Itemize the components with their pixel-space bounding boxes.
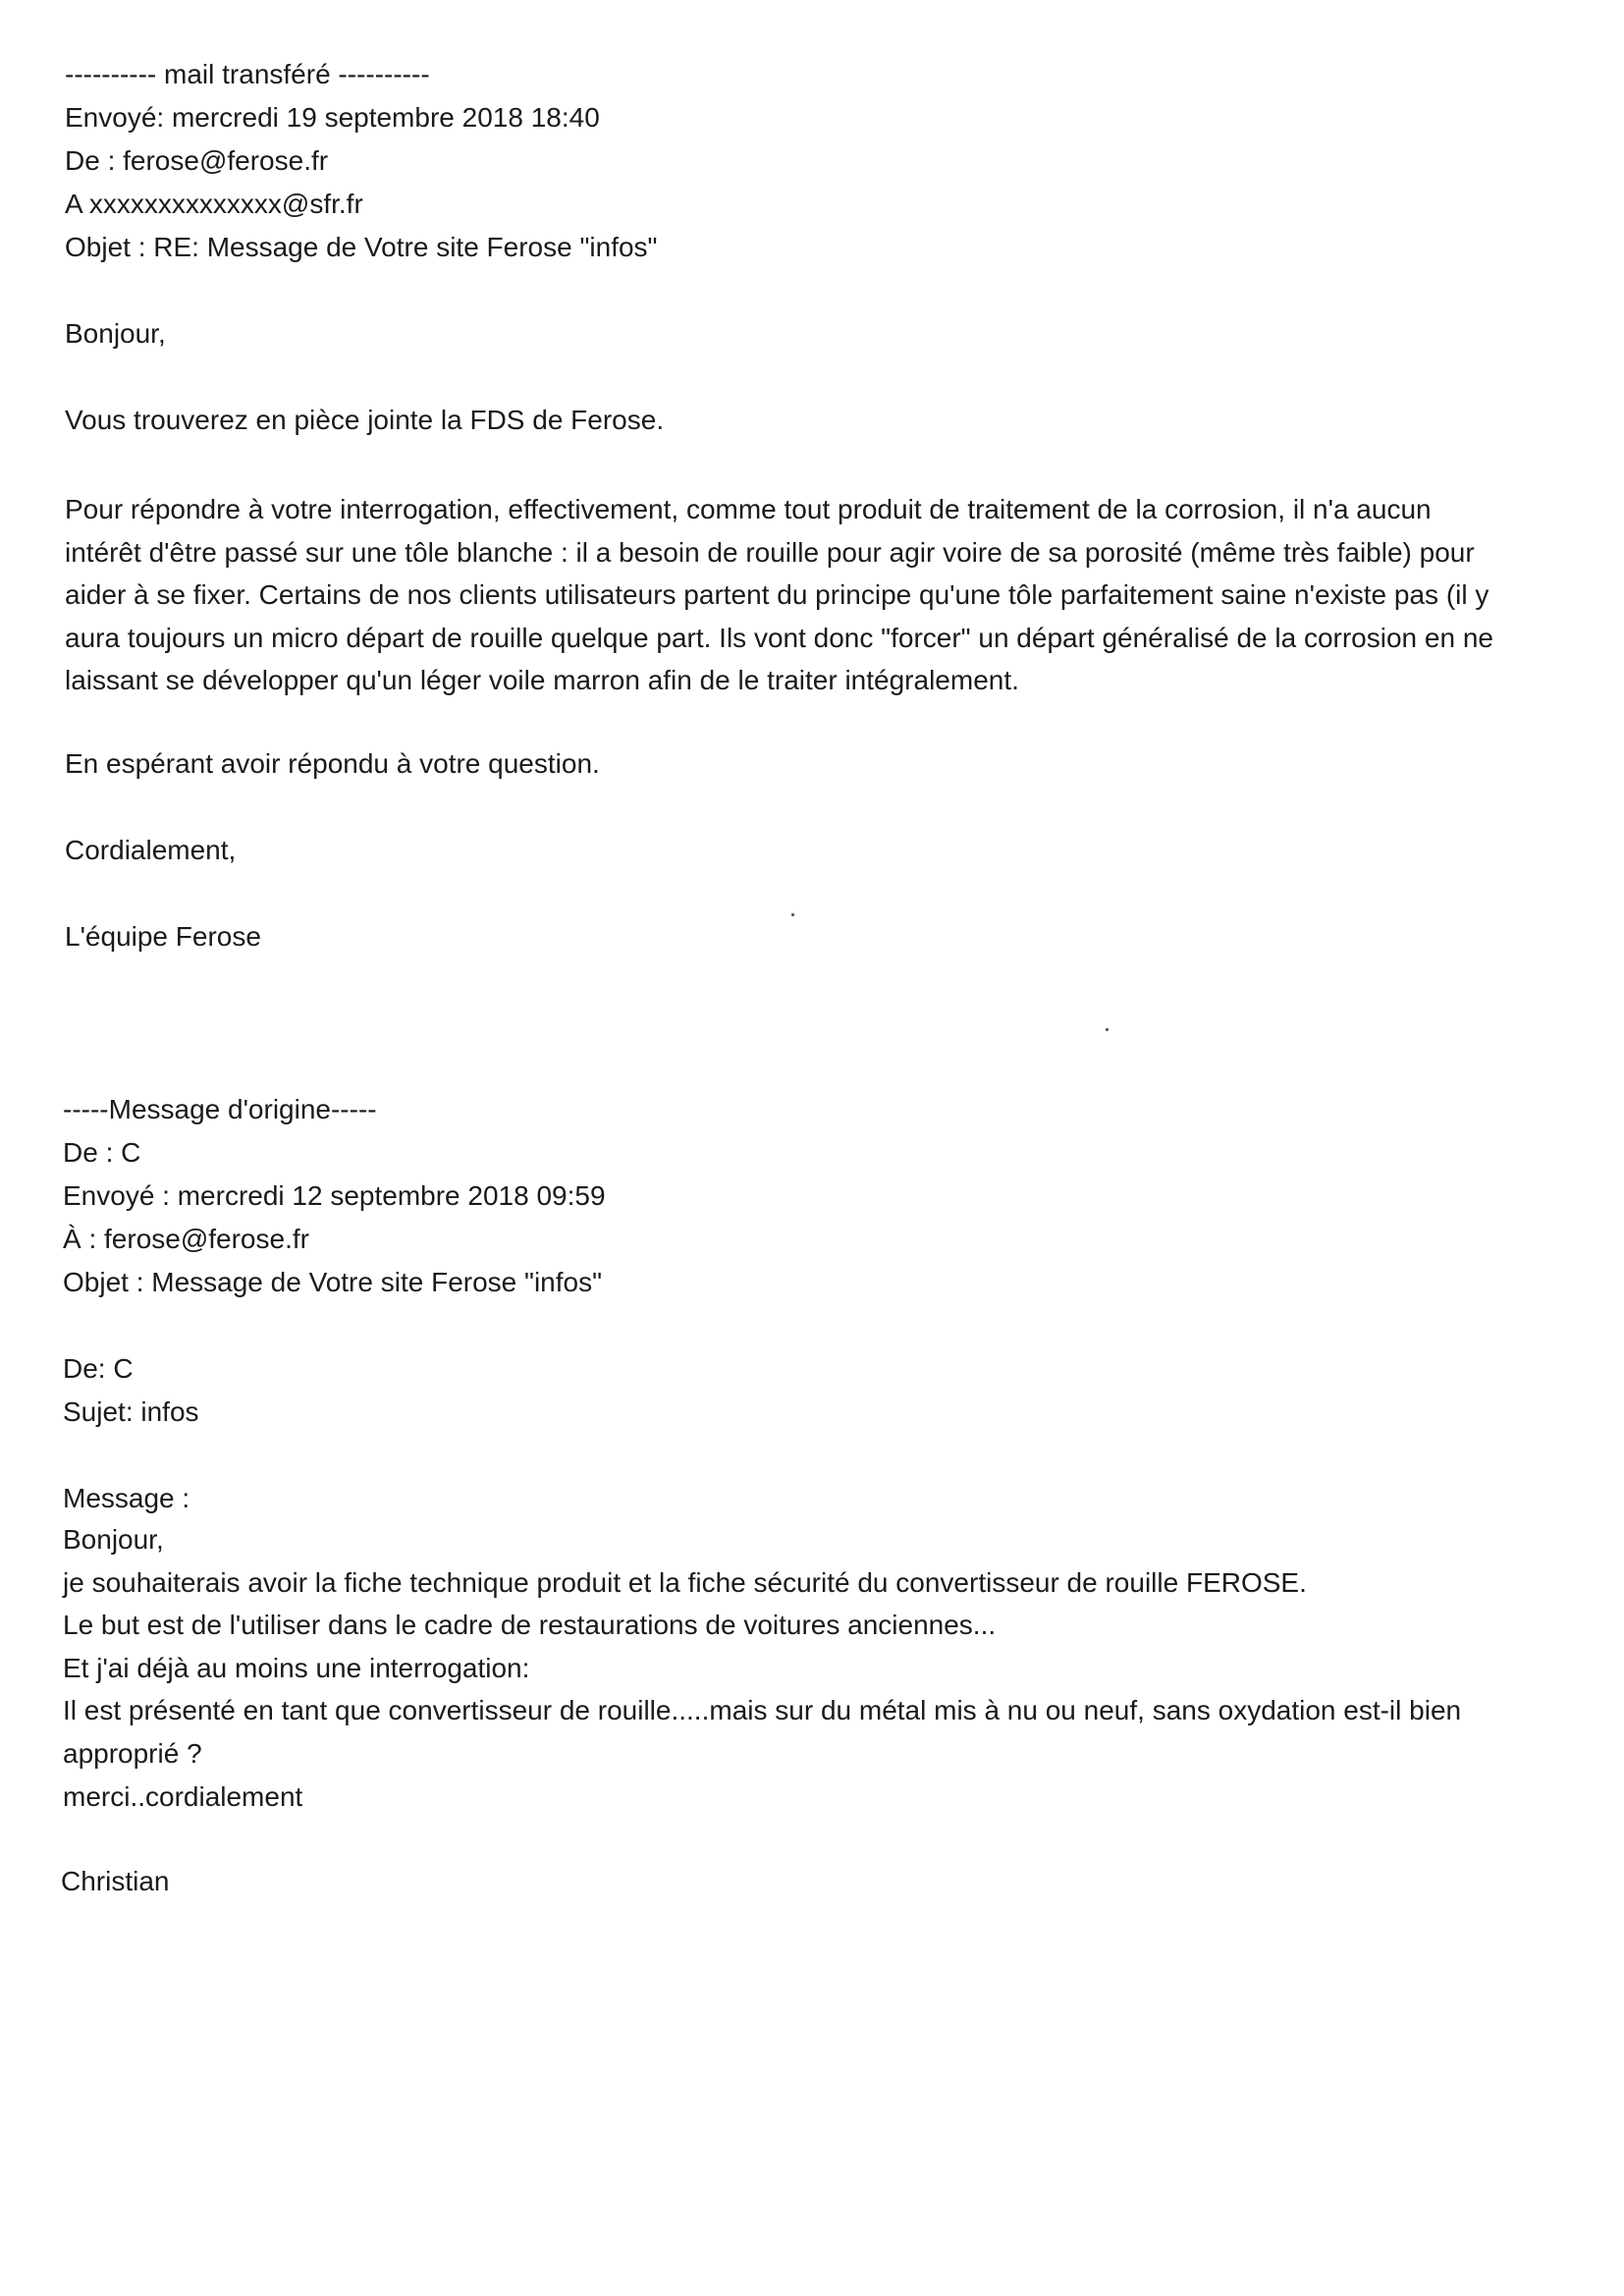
forward-sent-date: Envoyé: mercredi 19 septembre 2018 18:40	[65, 102, 600, 133]
scan-speck	[1106, 1028, 1109, 1031]
original-subject: Objet : Message de Votre site Ferose "infos"	[63, 1267, 603, 1297]
original-message-line: Bonjour,	[63, 1524, 164, 1555]
reply-answer-line: aider à se fixer. Certains de nos clients utilisateurs partent du principe qu'une tôle parfaitement saine n'existe pas (il y	[65, 579, 1489, 611]
original-separator: -----Message d'origine-----	[63, 1094, 377, 1124]
original-sent-date: Envoyé : mercredi 12 septembre 2018 09:59	[63, 1180, 606, 1211]
original-message-line: approprié ?	[63, 1737, 202, 1769]
reply-attachment-line: Vous trouverez en pièce jointe la FDS de Ferose.	[65, 405, 665, 435]
reply-signature: L'équipe Ferose	[65, 921, 261, 952]
original-message-body	[63, 1518, 1555, 1818]
reply-closing: Cordialement,	[65, 835, 237, 865]
reply-greeting: Bonjour,	[65, 318, 166, 349]
original-message-line: Et j'ai déjà au moins une interrogation:	[63, 1652, 530, 1683]
forward-from: De : ferose@ferose.fr	[65, 145, 329, 176]
original-message-line: Le but est de l'utiliser dans le cadre de restaurations de voitures anciennes...	[63, 1610, 997, 1641]
forward-subject: Objet : RE: Message de Votre site Ferose "infos"	[65, 232, 658, 262]
reply-answer-line: intérêt d'être passé sur une tôle blanche : il a besoin de rouille pour agir voire de sa porosité (même très faible) pour	[65, 536, 1475, 568]
original-to: À : ferose@ferose.fr	[63, 1224, 309, 1254]
form-from: De: C	[63, 1353, 134, 1384]
original-signature: Christian	[61, 1866, 170, 1896]
reply-answer-line: laissant se développer qu'un léger voile marron afin de le traiter intégralement.	[65, 665, 1019, 696]
scan-speck	[791, 913, 794, 916]
reply-answer-line: Pour répondre à votre interrogation, effectivement, comme tout produit de traitement de la corrosion, il n'a aucun	[65, 494, 1432, 524]
forward-separator: ---------- mail transféré ----------	[65, 59, 430, 89]
reply-hope-line: En espérant avoir répondu à votre question.	[65, 748, 600, 779]
original-message-label: Message :	[63, 1483, 190, 1513]
original-message-line: merci..cordialement	[63, 1780, 303, 1812]
reply-answer-paragraph	[65, 488, 1557, 702]
form-subject: Sujet: infos	[63, 1396, 199, 1427]
forward-to: A xxxxxxxxxxxxxx@sfr.fr	[65, 189, 363, 219]
original-message-line: Il est présenté en tant que convertisseur de rouille.....mais sur du métal mis à nu ou neuf, sans oxydation est-il bien	[63, 1695, 1462, 1726]
original-from: De : C	[63, 1137, 141, 1168]
reply-answer-line: aura toujours un micro départ de rouille quelque part. Ils vont donc "forcer" un départ généralisé de la corrosion en ne	[65, 622, 1493, 653]
original-message-line: je souhaiterais avoir la fiche technique produit et la fiche sécurité du convertisseur de rouille FEROSE.	[63, 1566, 1307, 1598]
